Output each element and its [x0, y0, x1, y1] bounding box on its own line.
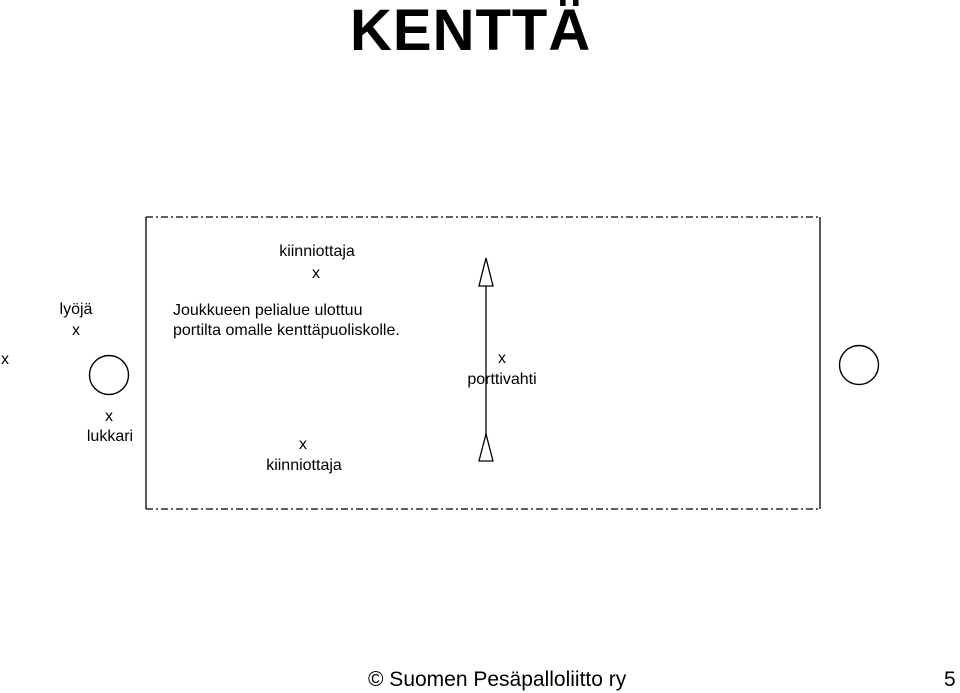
pitcher-label: lukkari	[86, 428, 134, 445]
arrow-up-head	[479, 258, 493, 286]
batter-mark: x	[72, 322, 80, 339]
arrow-down-head	[479, 434, 493, 461]
footer-copyright: © Suomen Pesäpalloliitto ry	[368, 668, 627, 691]
catcher-bottom-mark: x	[299, 436, 307, 453]
batter-label: lyöjä	[59, 301, 93, 318]
goalkeeper-label: porttivahti	[467, 371, 537, 388]
catcher-top-mark: x	[312, 265, 320, 282]
catcher-bottom-label: kiinniottaja	[266, 457, 342, 474]
home-base-circle	[90, 356, 129, 395]
page-title: KENTTÄ	[350, 0, 592, 63]
left-player-mark: x	[1, 351, 9, 368]
note-line-1: Joukkueen pelialue ulottuu	[173, 302, 363, 319]
note-line-2: portilta omalle kenttäpuoliskolle.	[173, 322, 400, 339]
catcher-top-label: kiinniottaja	[279, 243, 355, 260]
pitcher-mark: x	[105, 408, 113, 425]
goalkeeper-mark: x	[498, 350, 506, 367]
goal-circle	[840, 346, 879, 385]
footer-page-number: 5	[944, 668, 956, 691]
